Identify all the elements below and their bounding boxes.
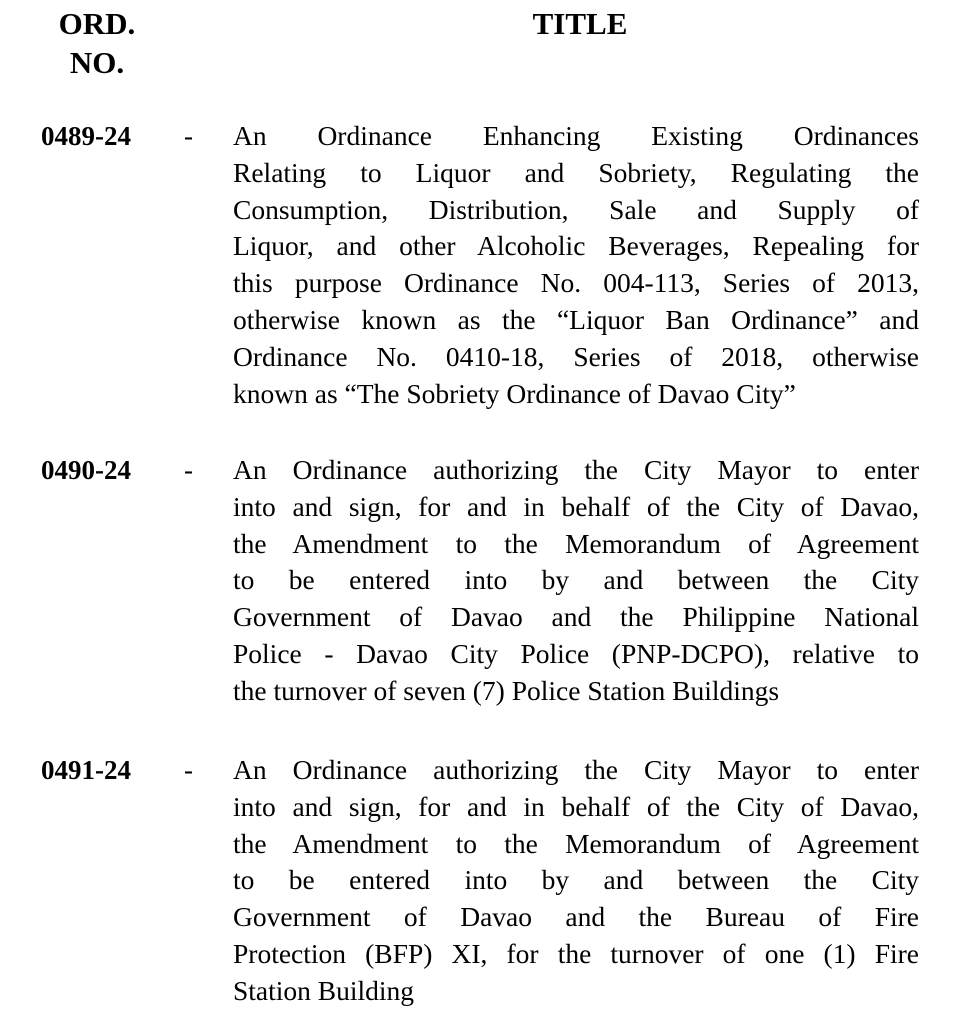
separator-dash: - [184, 455, 193, 485]
title-line: Police - Davao City Police (PNP-DCPO), relative to [233, 637, 919, 669]
title-line: Ordinance No. 0410-18, Series of 2018, otherwise [233, 340, 919, 372]
title-line: An Ordinance Enhancing Existing Ordinances [233, 120, 919, 151]
ord-no-header-line2: NO. [69, 45, 125, 80]
title-line: into and sign, for and in behalf of the City of Davao, [233, 490, 919, 522]
ordinance-number: 0489-24 [41, 121, 131, 151]
title-line: this purpose Ordinance No. 004-113, Series of 2013, [233, 267, 919, 299]
title-line: to be entered into by and between the City [233, 864, 919, 896]
title-column-header: TITLE [532, 6, 628, 41]
ordinance-title [233, 752, 919, 1010]
title-line: Government of Davao and the Bureau of Fire [233, 901, 919, 933]
title-line: Consumption, Distribution, Sale and Supply of [233, 193, 919, 225]
title-line: Relating to Liquor and Sobriety, Regulating the [233, 156, 919, 188]
separator-dash: - [184, 121, 193, 151]
ord-no-column-header [52, 4, 142, 82]
title-line: otherwise known as the “Liquor Ban Ordinance” and [233, 303, 919, 335]
title-line: Government of Davao and the Philippine National [233, 601, 919, 633]
ordinance-number: 0491-24 [41, 755, 131, 785]
title-line: known as “The Sobriety Ordinance of Davao City” [233, 377, 796, 409]
title-line: An Ordinance authorizing the City Mayor to enter [233, 754, 919, 785]
title-line: Liquor, and other Alcoholic Beverages, Repealing for [233, 230, 919, 262]
ordinance-title [233, 118, 919, 412]
title-line: the Amendment to the Memorandum of Agreement [233, 527, 919, 559]
title-line: the Amendment to the Memorandum of Agreement [233, 827, 919, 859]
title-line: to be entered into by and between the City [233, 564, 919, 596]
ordinance-title [233, 452, 919, 710]
ord-no-header-line1: ORD. [58, 6, 136, 41]
title-line: Protection (BFP) XI, for the turnover of one (1) Fire [233, 937, 919, 969]
separator-dash: - [184, 755, 193, 785]
title-line: An Ordinance authorizing the City Mayor to enter [233, 454, 919, 485]
title-line: the turnover of seven (7) Police Station Buildings [233, 674, 780, 706]
title-line: into and sign, for and in behalf of the City of Davao, [233, 790, 919, 822]
ordinance-number: 0490-24 [41, 455, 131, 485]
title-line: Station Building [233, 974, 415, 1006]
